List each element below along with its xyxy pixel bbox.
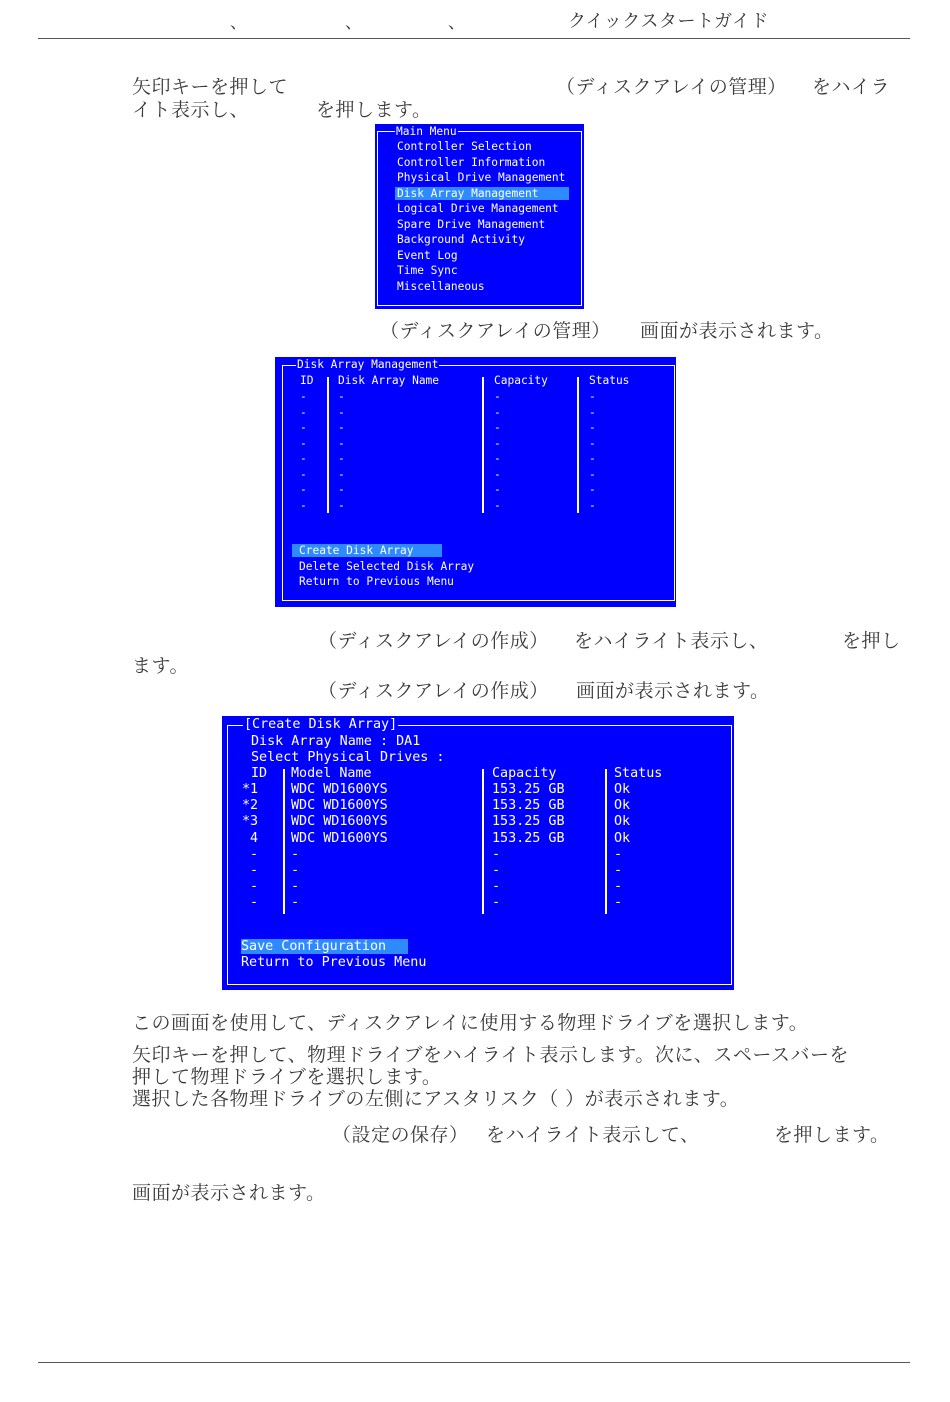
body-p2-line2: 押して物理ドライブを選択します。	[132, 1066, 442, 1088]
body-p3-c: を押します。	[774, 1124, 890, 1146]
dam-action-item[interactable]: Create Disk Array	[292, 544, 442, 557]
cda-cell-id: *1	[242, 782, 259, 797]
caption2-b: 画面が表示されます。	[576, 680, 770, 702]
dam-cell-status: -	[589, 467, 596, 481]
dam-cell-id: -	[300, 405, 307, 419]
cda-cell-capacity: -	[492, 846, 501, 862]
dam-cell-capacity: -	[494, 390, 501, 403]
cda-divider-1	[283, 769, 285, 914]
cda-cell-model: -	[291, 863, 300, 878]
cda-cell-status: Ok	[614, 782, 631, 797]
main-menu-item[interactable]: Logical Drive Management	[397, 202, 559, 215]
cda-cell-capacity: 153.25 GB	[492, 830, 565, 846]
cda-cell-status: Ok	[614, 814, 631, 830]
cda-cell-capacity: -	[492, 879, 501, 895]
dam-cell-capacity: -	[494, 436, 501, 450]
cda-cell-model: -	[291, 879, 300, 895]
cda-cell-capacity: 153.25 GB	[492, 782, 565, 797]
dam-cell-status: -	[589, 436, 596, 450]
cda-cell-id: -	[242, 863, 259, 878]
header-comma-2: 、	[345, 13, 362, 33]
cda-cell-capacity: -	[492, 895, 501, 911]
body-p1: この画面を使用して、ディスクアレイに使用する物理ドライブを選択します。	[132, 1012, 809, 1034]
main-menu-item[interactable]: Time Sync	[397, 264, 458, 277]
cda-header-model: Model Name	[291, 766, 372, 781]
dam-cell-capacity: -	[494, 421, 501, 434]
dam-cell-id: -	[300, 436, 307, 450]
cda-cell-model: WDC WD1600YS	[291, 782, 388, 797]
dam-header-status: Status	[589, 374, 630, 387]
dam-cell-capacity: -	[494, 498, 501, 512]
header-comma-1: 、	[230, 13, 247, 33]
cda-header-capacity: Capacity	[492, 766, 557, 781]
step1-line1-a: 矢印キーを押して	[132, 76, 289, 98]
header-rule	[38, 38, 910, 39]
main-menu-item[interactable]: Physical Drive Management	[397, 171, 566, 184]
dam-cell-capacity: -	[494, 405, 501, 419]
main-menu-item[interactable]: Spare Drive Management	[397, 217, 546, 231]
cda-cell-id: -	[242, 879, 259, 895]
cda-cell-model: WDC WD1600YS	[291, 814, 388, 830]
main-menu-item[interactable]: Disk Array Management	[395, 187, 569, 200]
dam-cell-name: -	[338, 405, 345, 419]
step1-line1-c: をハイラ	[812, 76, 891, 98]
cda-cell-status: -	[614, 846, 623, 862]
header-title: クイックスタートガイド	[568, 11, 769, 32]
body-p3-b: をハイライト表示して、	[486, 1124, 700, 1146]
main-menu-screen	[375, 124, 584, 309]
step2-b: をハイライト表示し、	[574, 630, 769, 652]
dam-action-item[interactable]: Delete Selected Disk Array	[299, 559, 475, 573]
caption1-a: （ディスクアレイの管理）	[380, 320, 611, 342]
cda-cell-capacity: 153.25 GB	[492, 814, 565, 830]
cda-name-line: Disk Array Name : DA1	[251, 734, 421, 749]
cda-cell-id: 4	[242, 830, 259, 846]
cda-cell-capacity: 153.25 GB	[492, 798, 565, 814]
dam-cell-id: -	[300, 498, 307, 512]
dam-divider-2	[482, 377, 484, 513]
dam-cell-id: -	[300, 452, 307, 465]
dam-cell-status: -	[589, 483, 596, 496]
caption2-a: （ディスクアレイの作成）	[318, 680, 549, 702]
header-comma-3: 、	[448, 13, 465, 33]
disk-array-management-screen	[275, 357, 676, 607]
main-menu-item[interactable]: Background Activity	[397, 233, 525, 246]
cda-cell-model: WDC WD1600YS	[291, 830, 388, 846]
dam-cell-id: -	[300, 390, 307, 403]
dam-cell-capacity: -	[494, 483, 501, 496]
cda-cell-model: -	[291, 895, 300, 911]
dam-cell-name: -	[338, 452, 345, 465]
cda-cell-status: Ok	[614, 798, 631, 814]
cda-cell-id: *3	[242, 814, 259, 830]
cda-divider-2	[482, 769, 484, 914]
cda-cell-status: -	[614, 895, 623, 911]
dam-cell-name: -	[338, 421, 345, 434]
dam-cell-status: -	[589, 421, 596, 434]
dam-cell-status: -	[589, 452, 596, 465]
cda-cell-model: WDC WD1600YS	[291, 798, 388, 814]
dam-cell-id: -	[300, 467, 307, 481]
step2-d: ます。	[132, 655, 189, 677]
cda-title: [Create Disk Array]	[244, 717, 398, 732]
dam-cell-id: -	[300, 483, 307, 496]
dam-cell-status: -	[589, 498, 596, 512]
cda-cell-model: -	[291, 846, 300, 862]
body-p2-line3: 選択した各物理ドライブの左側にアスタリスク（ ）が表示されます。	[132, 1088, 740, 1110]
cda-select-line: Select Physical Drives :	[251, 750, 445, 765]
main-menu-item[interactable]: Event Log	[397, 248, 458, 262]
body-p2-line1: 矢印キーを押して、物理ドライブをハイライト表示します。次に、スペースバーを	[132, 1044, 849, 1066]
body-p3-a: （設定の保存）	[332, 1124, 469, 1146]
cda-divider-3	[605, 769, 607, 914]
main-menu-title: Main Menu	[396, 125, 457, 138]
dam-header-name: Disk Array Name	[338, 374, 440, 387]
dam-cell-status: -	[589, 405, 596, 419]
dam-cell-capacity: -	[494, 452, 501, 465]
dam-divider-3	[577, 377, 579, 513]
dam-cell-id: -	[300, 421, 307, 434]
step2-a: （ディスクアレイの作成）	[318, 630, 549, 652]
cda-action-item[interactable]: Save Configuration	[241, 939, 408, 954]
body-p4: 画面が表示されます。	[132, 1182, 326, 1204]
cda-cell-status: Ok	[614, 830, 631, 846]
dam-cell-name: -	[338, 436, 345, 450]
cda-cell-id: *2	[242, 798, 259, 814]
dam-cell-name: -	[338, 483, 345, 496]
create-disk-array-screen	[222, 716, 734, 990]
step1-line2-a: イト表示し、	[132, 99, 250, 121]
dam-header-capacity: Capacity	[494, 374, 548, 387]
caption1-b: 画面が表示されます。	[640, 320, 834, 342]
dam-cell-name: -	[338, 390, 345, 403]
cda-header-status: Status	[614, 766, 663, 781]
step1-line2-b: を押します。	[316, 99, 432, 121]
cda-action-item[interactable]: Return to Previous Menu	[241, 955, 427, 971]
dam-divider-1	[327, 377, 329, 513]
step2-c: を押し	[842, 630, 901, 652]
cda-header-id: ID	[251, 766, 268, 781]
cda-cell-status: -	[614, 879, 623, 895]
dam-action-item[interactable]: Return to Previous Menu	[299, 575, 454, 588]
dam-cell-name: -	[338, 498, 345, 512]
cda-cell-id: -	[242, 846, 259, 862]
cda-cell-status: -	[614, 863, 623, 878]
dam-cell-capacity: -	[494, 467, 501, 481]
footer-rule	[38, 1362, 910, 1363]
main-menu-item[interactable]: Controller Selection	[397, 140, 532, 153]
dam-title: Disk Array Management	[297, 358, 439, 371]
dam-cell-name: -	[338, 467, 345, 481]
cda-cell-capacity: -	[492, 863, 501, 878]
dam-header-id: ID	[300, 374, 314, 387]
cda-cell-id: -	[242, 895, 259, 911]
dam-cell-status: -	[589, 390, 596, 403]
main-menu-item[interactable]: Miscellaneous	[397, 279, 485, 293]
main-menu-item[interactable]: Controller Information	[397, 155, 546, 169]
step1-line1-b: （ディスクアレイの管理）	[556, 76, 787, 98]
